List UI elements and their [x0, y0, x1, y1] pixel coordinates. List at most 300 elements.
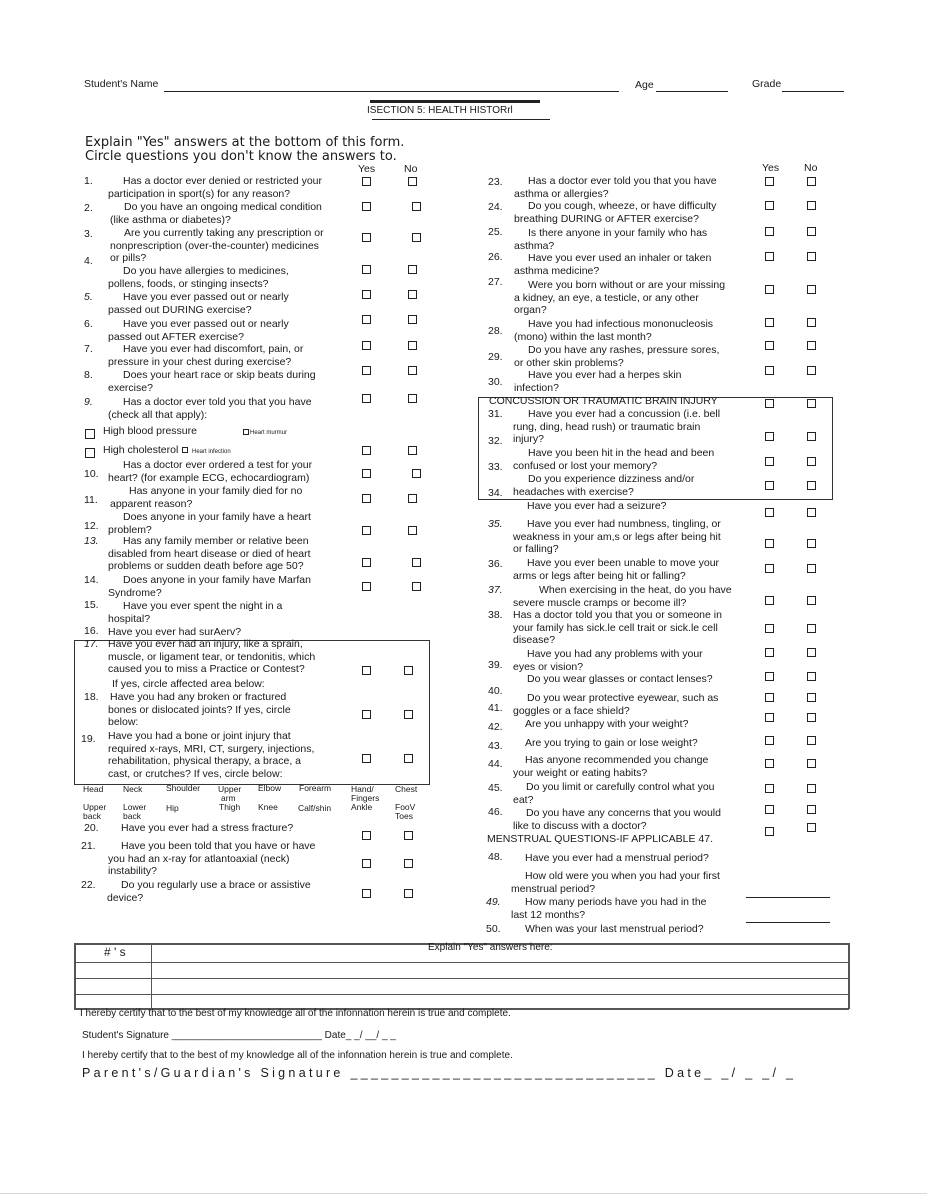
- question-number: 13.: [84, 535, 99, 547]
- no-checkbox[interactable]: [404, 710, 413, 719]
- question-text: Does anyone in your family have a heart: [123, 511, 311, 523]
- menstrual-section-title: MENSTRUAL QUESTIONS-IF APPLICABLE 47.: [487, 833, 714, 845]
- first-period-age-field[interactable]: [746, 897, 830, 898]
- question-text: Were you born without or are your missing: [528, 279, 726, 291]
- yes-checkbox[interactable]: [362, 233, 371, 242]
- yes-checkbox[interactable]: [765, 564, 774, 573]
- student-name-label: Student's Name: [84, 78, 159, 90]
- section-title: ISECTION 5: HEALTH HISTORrl: [367, 105, 513, 116]
- yes-checkbox[interactable]: [362, 558, 371, 567]
- question-number: 2.: [84, 202, 93, 214]
- question-number: 29.: [488, 351, 503, 363]
- no-checkbox[interactable]: [408, 290, 417, 299]
- question-text: Have you ever had a stress fracture?: [121, 822, 294, 834]
- question-text: your weight or eating habits?: [513, 766, 648, 779]
- student-certify-text: I hereby certify that to the best of my knowledge all of the infonnation herein is true and complete.: [80, 1008, 511, 1019]
- question-text: or falling?: [513, 543, 559, 556]
- question-text: When exercising in the heat, do you have: [539, 584, 732, 596]
- explain-row-2-number[interactable]: [76, 979, 150, 993]
- instruction-line-1: Explain "Yes" answers at the bottom of this form.: [85, 135, 405, 150]
- question-text: Have you ever had a menstrual period?: [525, 852, 709, 864]
- no-checkbox[interactable]: [807, 481, 816, 490]
- question-number: 16.: [84, 625, 99, 637]
- question-text: muscle, or ligament tear, or tendonitis, which: [108, 650, 316, 663]
- body-part-text: Toes: [395, 811, 413, 821]
- yes-checkbox[interactable]: [362, 754, 371, 763]
- question-text: Has a doctor ever ordered a test for your: [123, 459, 313, 471]
- question-number: 4.: [84, 255, 93, 267]
- no-checkbox[interactable]: [408, 265, 417, 274]
- body-part-calf-shin[interactable]: Calf/shin: [298, 803, 332, 813]
- no-checkbox[interactable]: [807, 624, 816, 633]
- yes-checkbox[interactable]: [362, 394, 371, 403]
- question-text: Has a doctor ever denied or restricted your: [123, 175, 323, 187]
- concussion-yes-checkbox[interactable]: [765, 399, 774, 408]
- student-name-field[interactable]: [164, 91, 619, 92]
- question-text: Have you had a bone or joint injury that: [108, 730, 291, 742]
- no-checkbox[interactable]: [408, 341, 417, 350]
- instruction-line-2: Circle questions you don't know the answers to.: [85, 149, 397, 164]
- question-text: injury?: [513, 433, 544, 446]
- question-text: Have you ever passed out or nearly: [123, 291, 289, 303]
- no-checkbox[interactable]: [807, 805, 816, 814]
- question-number: 38.: [488, 609, 503, 621]
- explain-row-3-number[interactable]: [76, 995, 150, 1007]
- yes-checkbox[interactable]: [765, 285, 774, 294]
- question-number: 49.: [486, 896, 501, 908]
- question-number: 27.: [488, 276, 503, 288]
- question-text: Do you have any rashes, pressure sores,: [528, 344, 720, 356]
- body-part-text: Upper: [83, 802, 107, 812]
- question-text: pressure in your chest during exercise?: [108, 355, 292, 368]
- yes-checkbox[interactable]: [765, 341, 774, 350]
- no-checkbox[interactable]: [412, 558, 421, 567]
- yes-checkbox[interactable]: [765, 736, 774, 745]
- question-number: 11.: [84, 494, 98, 506]
- no-checkbox[interactable]: [404, 666, 413, 675]
- menstrual-no-checkbox[interactable]: [807, 823, 816, 832]
- no-checkbox[interactable]: [408, 446, 417, 455]
- question-text: confused or lost your memory?: [513, 459, 658, 472]
- no-checkbox[interactable]: [807, 648, 816, 657]
- yes-checkbox[interactable]: [362, 469, 371, 478]
- question-number: 7.: [84, 343, 93, 355]
- question-text: Do you experience dizziness and/or: [528, 473, 695, 485]
- question-text: heart? (for example ECG, echocardiogram): [108, 471, 310, 484]
- question-text: participation in sport(s) for any reason?: [108, 187, 291, 200]
- question-text: headaches with exercise?: [513, 485, 634, 498]
- question-text: instability?: [108, 865, 158, 878]
- question-text: Have you ever had discomfort, pain, or: [123, 343, 304, 355]
- no-checkbox[interactable]: [807, 784, 816, 793]
- question-text: Does anyone in your family have Marfan: [123, 574, 311, 586]
- yes-checkbox[interactable]: [765, 318, 774, 327]
- question-number: 46.: [488, 806, 503, 818]
- no-checkbox[interactable]: [807, 177, 816, 186]
- no-checkbox[interactable]: [807, 736, 816, 745]
- yes-column-header-right: Yes: [762, 162, 780, 174]
- question-text: you had an x-ray for atlantoaxial (neck): [108, 852, 290, 865]
- section-title-rule-top: [370, 100, 540, 103]
- no-checkbox[interactable]: [807, 366, 816, 375]
- yes-checkbox[interactable]: [765, 508, 774, 517]
- no-checkbox[interactable]: [408, 394, 417, 403]
- yes-checkbox[interactable]: [765, 252, 774, 261]
- high-blood-pressure-label: High blood pressure: [103, 425, 197, 437]
- period-count-field[interactable]: [746, 922, 830, 923]
- no-checkbox[interactable]: [404, 831, 413, 840]
- no-checkbox[interactable]: [404, 889, 413, 898]
- question-number-column-header: # ' s: [104, 945, 126, 959]
- body-part-upper-arm[interactable]: [218, 785, 241, 803]
- no-checkbox[interactable]: [408, 315, 417, 324]
- question-number: 19.: [81, 733, 96, 745]
- no-checkbox[interactable]: [807, 596, 816, 605]
- question-number: 1.: [84, 175, 93, 187]
- question-number: 39.: [488, 659, 503, 671]
- page-bottom-edge: [0, 1193, 927, 1194]
- question-text: passed out DURING exercise?: [108, 303, 252, 316]
- body-part-hip[interactable]: Hip: [166, 803, 179, 813]
- question-text: Do you have any concerns that you would: [526, 807, 721, 819]
- yes-checkbox[interactable]: [765, 693, 774, 702]
- question-text: weakness in your am,s or legs after being hit: [513, 530, 721, 543]
- question-number: 40.: [488, 685, 503, 697]
- heart-infection-label: Heart infection: [192, 449, 231, 455]
- yes-checkbox[interactable]: [362, 494, 371, 503]
- high-blood-pressure-checkbox[interactable]: [85, 429, 95, 439]
- question-text: below:: [108, 716, 139, 729]
- question-text: How old were you when you had your first: [525, 870, 720, 882]
- body-part-chest[interactable]: Chest: [395, 784, 418, 794]
- no-checkbox[interactable]: [412, 469, 421, 478]
- question-number: 22.: [81, 879, 96, 891]
- body-part-text: arm: [221, 793, 236, 803]
- explain-row-3-text[interactable]: [153, 995, 847, 1007]
- body-part-forearm[interactable]: Forearm: [299, 783, 332, 793]
- question-text: asthma or allergies?: [514, 187, 609, 200]
- no-checkbox[interactable]: [807, 693, 816, 702]
- body-part-elbow[interactable]: Elbow: [258, 783, 282, 793]
- question-number: 14.: [84, 574, 99, 586]
- question-number: 32.: [488, 435, 503, 447]
- question-text: Do you regularly use a brace or assistive: [121, 879, 311, 891]
- yes-checkbox[interactable]: [765, 227, 774, 236]
- question-number: 31.: [488, 408, 503, 420]
- yes-checkbox[interactable]: [362, 889, 371, 898]
- no-checkbox[interactable]: [408, 526, 417, 535]
- no-checkbox[interactable]: [807, 457, 816, 466]
- question-text: infection?: [514, 381, 559, 394]
- heart-murmur-label: Heart murmur: [250, 430, 288, 436]
- question-text: eyes or vision?: [513, 660, 584, 673]
- question-text: Has a doctor ever told you that you have: [123, 396, 312, 408]
- question-text: arms or legs after being hit or falling?: [513, 569, 686, 582]
- question-text: required x-rays, MRI, CT, surgery, injections,: [108, 742, 315, 755]
- yes-checkbox[interactable]: [765, 201, 774, 210]
- question-number: 35.: [488, 518, 503, 530]
- no-checkbox[interactable]: [408, 366, 417, 375]
- question-text: Do you have an ongoing medical condition: [124, 201, 322, 213]
- question-text: exercise?: [108, 381, 153, 394]
- question-number: 37.: [488, 584, 503, 596]
- question-number: 48.: [488, 851, 503, 863]
- no-checkbox[interactable]: [412, 582, 421, 591]
- question-number: 30.: [488, 376, 503, 388]
- question-text: Do you wear glasses or contact lenses?: [527, 673, 713, 685]
- question-text: apparent reason?: [110, 497, 193, 510]
- question-text: (like asthma or diabetes)?: [110, 213, 231, 226]
- question-text: Have you been hit in the head and been: [528, 447, 715, 459]
- age-field[interactable]: [656, 91, 728, 92]
- no-checkbox[interactable]: [807, 539, 816, 548]
- body-part-shoulder[interactable]: Shoulder: [166, 783, 201, 793]
- question-text: Have you ever had an injury, like a sprain,: [108, 638, 303, 650]
- question-text: device?: [107, 891, 144, 904]
- heart-murmur-checkbox[interactable]: [243, 429, 249, 435]
- body-part-text: back: [123, 811, 141, 821]
- question-text: Have you ever had surAerv?: [108, 626, 242, 638]
- menstrual-yes-checkbox[interactable]: [765, 827, 774, 836]
- no-column-header-left: No: [404, 163, 418, 175]
- body-part-knee[interactable]: Knee: [258, 802, 278, 812]
- question-text: Have you had infectious mononucleosis: [528, 318, 714, 330]
- yes-checkbox[interactable]: [765, 596, 774, 605]
- question-text: or pills?: [110, 252, 147, 265]
- question-text: like to discuss with a doctor?: [513, 819, 647, 832]
- explain-row-2-text[interactable]: [153, 979, 847, 993]
- question-text: Have you had any problems with your: [527, 648, 703, 660]
- question-text: Have you ever been unable to move your: [527, 557, 720, 569]
- question-text: cast, or crutches? If ves, circle below:: [108, 767, 283, 780]
- question-text: Are you unhappy with your weight?: [525, 718, 689, 730]
- yes-checkbox[interactable]: [362, 710, 371, 719]
- explain-row-1-number[interactable]: [76, 963, 150, 977]
- no-checkbox[interactable]: [807, 252, 816, 261]
- no-checkbox[interactable]: [807, 341, 816, 350]
- question-number: 36.: [488, 558, 503, 570]
- question-text: (check all that apply):: [108, 408, 208, 421]
- body-part-hand-fingers[interactable]: [351, 785, 379, 803]
- question-text: If yes, circle affected area below:: [112, 677, 265, 690]
- question-text: breathing DURING or AFTER exercise?: [514, 212, 699, 225]
- yes-checkbox[interactable]: [765, 672, 774, 681]
- question-number: 21.: [81, 840, 96, 852]
- question-text: Syndrome?: [108, 586, 162, 599]
- question-text: severe muscle cramps or become ill?: [513, 596, 687, 609]
- no-checkbox[interactable]: [408, 177, 417, 186]
- yes-checkbox[interactable]: [362, 666, 371, 675]
- explain-column-header: Explain "Yes" answers here:: [428, 942, 553, 953]
- question-number: 45.: [488, 782, 503, 794]
- question-number: 43.: [488, 740, 503, 752]
- concussion-no-checkbox[interactable]: [807, 399, 816, 408]
- question-text: your family has sick.le cell trait or sick.le cell: [513, 621, 718, 634]
- yes-checkbox[interactable]: [765, 432, 774, 441]
- parent-signature-line[interactable]: Parent's/Guardian's Signature ______________________________ Date_ _/ _ _/ _: [82, 1066, 797, 1080]
- no-checkbox[interactable]: [807, 713, 816, 722]
- question-number: 44.: [488, 758, 503, 770]
- yes-checkbox[interactable]: [362, 202, 371, 211]
- question-text: Have you been told that you have or have: [121, 840, 316, 852]
- yes-checkbox[interactable]: [362, 446, 371, 455]
- high-cholesterol-label: High cholesterol: [103, 444, 179, 456]
- question-number: 41.: [488, 702, 503, 714]
- question-number: 23.: [488, 176, 503, 188]
- no-checkbox[interactable]: [807, 672, 816, 681]
- yes-column-header-left: Yes: [358, 163, 376, 175]
- question-text: Have you had any broken or fractured: [110, 691, 287, 703]
- question-number: 42.: [488, 721, 503, 733]
- yes-checkbox[interactable]: [362, 315, 371, 324]
- body-part-foot-toes[interactable]: [395, 803, 415, 821]
- question-text: When was your last menstrual period?: [525, 923, 704, 935]
- question-number: 17.: [84, 638, 99, 650]
- question-text: Is there anyone in your family who has: [528, 227, 708, 239]
- question-text: disease?: [513, 634, 556, 647]
- yes-checkbox[interactable]: [765, 713, 774, 722]
- question-text: eat?: [513, 793, 534, 806]
- question-number: 33.: [488, 461, 503, 473]
- question-text: problems or sudden death before age 50?: [108, 560, 304, 573]
- question-text: Have you ever had a herpes skin: [528, 369, 682, 381]
- no-checkbox[interactable]: [412, 233, 421, 242]
- question-text: Does your heart race or skip beats during: [123, 369, 316, 381]
- no-checkbox[interactable]: [404, 754, 413, 763]
- no-checkbox[interactable]: [807, 432, 816, 441]
- yes-checkbox[interactable]: [362, 526, 371, 535]
- question-text: menstrual period?: [511, 882, 596, 895]
- question-text: problem?: [108, 523, 152, 536]
- yes-checkbox[interactable]: [362, 177, 371, 186]
- yes-checkbox[interactable]: [362, 265, 371, 274]
- no-checkbox[interactable]: [807, 508, 816, 517]
- question-text: asthma?: [514, 239, 555, 252]
- question-text: rung, ding, head rush) or traumatic brain: [513, 420, 701, 433]
- question-text: Are you trying to gain or lose weight?: [525, 737, 698, 749]
- no-checkbox[interactable]: [807, 759, 816, 768]
- question-text: goggles or a face shield?: [513, 704, 630, 717]
- no-column-header-right: No: [804, 162, 818, 174]
- question-text: Has anyone recommended you change: [525, 754, 709, 766]
- yes-checkbox[interactable]: [765, 457, 774, 466]
- yes-checkbox[interactable]: [362, 341, 371, 350]
- question-text: last 12 months?: [511, 908, 586, 921]
- question-text: Have you ever had numbness, tingling, or: [527, 518, 721, 530]
- body-part-text: FooV: [395, 802, 416, 812]
- yes-checkbox[interactable]: [765, 648, 774, 657]
- body-part-text: Hand/: [351, 784, 374, 794]
- question-text: Has a doctor ever told you that you have: [528, 175, 717, 187]
- question-text: Have you ever had a concussion (i.e. bell: [528, 408, 721, 420]
- question-text: Do you cough, wheeze, or have difficulty: [528, 200, 717, 212]
- yes-checkbox[interactable]: [362, 582, 371, 591]
- yes-checkbox[interactable]: [362, 290, 371, 299]
- yes-checkbox[interactable]: [765, 784, 774, 793]
- yes-checkbox[interactable]: [765, 539, 774, 548]
- yes-checkbox[interactable]: [362, 366, 371, 375]
- body-part-neck[interactable]: Neck: [123, 784, 143, 794]
- question-number: 24.: [488, 201, 503, 213]
- question-text: asthma medicine?: [514, 264, 600, 277]
- question-number: 50.: [486, 923, 501, 935]
- question-text: Are you currently taking any prescription or: [124, 227, 324, 239]
- no-checkbox[interactable]: [404, 859, 413, 868]
- question-text: Have you ever passed out or nearly: [123, 318, 289, 330]
- grade-label: Grade: [752, 78, 782, 90]
- question-text: pollens, foods, or stinging insects?: [108, 277, 269, 290]
- question-text: a kidney, an eye, a testicle, or any other: [514, 291, 699, 304]
- question-number: 28.: [488, 325, 503, 337]
- yes-checkbox[interactable]: [765, 366, 774, 375]
- no-checkbox[interactable]: [807, 227, 816, 236]
- no-checkbox[interactable]: [408, 494, 417, 503]
- yes-checkbox[interactable]: [765, 177, 774, 186]
- yes-checkbox[interactable]: [765, 805, 774, 814]
- yes-checkbox[interactable]: [765, 481, 774, 490]
- yes-checkbox[interactable]: [765, 624, 774, 633]
- question-text: or other skin problems?: [514, 356, 624, 369]
- yes-checkbox[interactable]: [765, 759, 774, 768]
- question-text: disabled from heart disease or died of heart: [108, 547, 311, 560]
- parent-certify-text: I hereby certify that to the best of my knowledge all of the infonnation herein is true and complete.: [82, 1050, 513, 1061]
- question-text: How many periods have you had in the: [525, 896, 707, 908]
- question-text: Has anyone in your family died for no: [129, 485, 303, 497]
- question-text: Have you ever had a seizure?: [527, 500, 667, 512]
- section-title-rule-bottom: [372, 119, 550, 120]
- question-number: 34.: [488, 487, 503, 499]
- question-text: Have you ever used an inhaler or taken: [528, 252, 712, 264]
- no-checkbox[interactable]: [412, 202, 421, 211]
- no-checkbox[interactable]: [807, 318, 816, 327]
- heart-infection-checkbox[interactable]: [182, 447, 188, 453]
- question-text: Do you have allergies to medicines,: [123, 265, 289, 277]
- question-number: 26.: [488, 251, 503, 263]
- body-part-text: back: [83, 811, 101, 821]
- yes-checkbox[interactable]: [362, 859, 371, 868]
- question-number: 3.: [84, 228, 93, 240]
- question-text: hospital?: [108, 612, 151, 625]
- body-part-lower-back[interactable]: [123, 803, 146, 821]
- question-number: 12.: [84, 520, 99, 532]
- body-part-text: Lower: [123, 802, 147, 812]
- no-checkbox[interactable]: [807, 564, 816, 573]
- question-number: 25.: [488, 226, 503, 238]
- student-signature-line[interactable]: Student's Signature ___________________________ Date_ _/ __/ _ _: [82, 1030, 396, 1041]
- body-part-ankle[interactable]: Ankle: [351, 802, 373, 812]
- question-number: 8.: [84, 369, 93, 381]
- question-text: Do you wear protective eyewear, such as: [527, 692, 719, 704]
- question-text: rehabilitation, physical therapy, a brace, a: [108, 755, 301, 768]
- body-part-text: Upper: [218, 784, 242, 794]
- explain-row-1-text[interactable]: [153, 963, 847, 977]
- question-text: (mono) within the last month?: [514, 330, 652, 343]
- body-part-upper-back[interactable]: [83, 803, 106, 821]
- age-label: Age: [635, 79, 654, 91]
- body-part-thigh[interactable]: Thigh: [219, 802, 241, 812]
- body-part-text: Fingers: [351, 793, 380, 803]
- no-checkbox[interactable]: [807, 201, 816, 210]
- question-number: 18.: [84, 691, 99, 703]
- no-checkbox[interactable]: [807, 285, 816, 294]
- question-number: 6.: [84, 318, 93, 330]
- concussion-section-title: CONCUSSION OR TRAUMATIC BRAIN INJURY: [489, 395, 718, 407]
- yes-checkbox[interactable]: [362, 831, 371, 840]
- grade-field[interactable]: [782, 91, 844, 92]
- body-part-head[interactable]: Head: [83, 784, 104, 794]
- question-number: 20.: [84, 822, 99, 834]
- high-cholesterol-checkbox[interactable]: [85, 448, 95, 458]
